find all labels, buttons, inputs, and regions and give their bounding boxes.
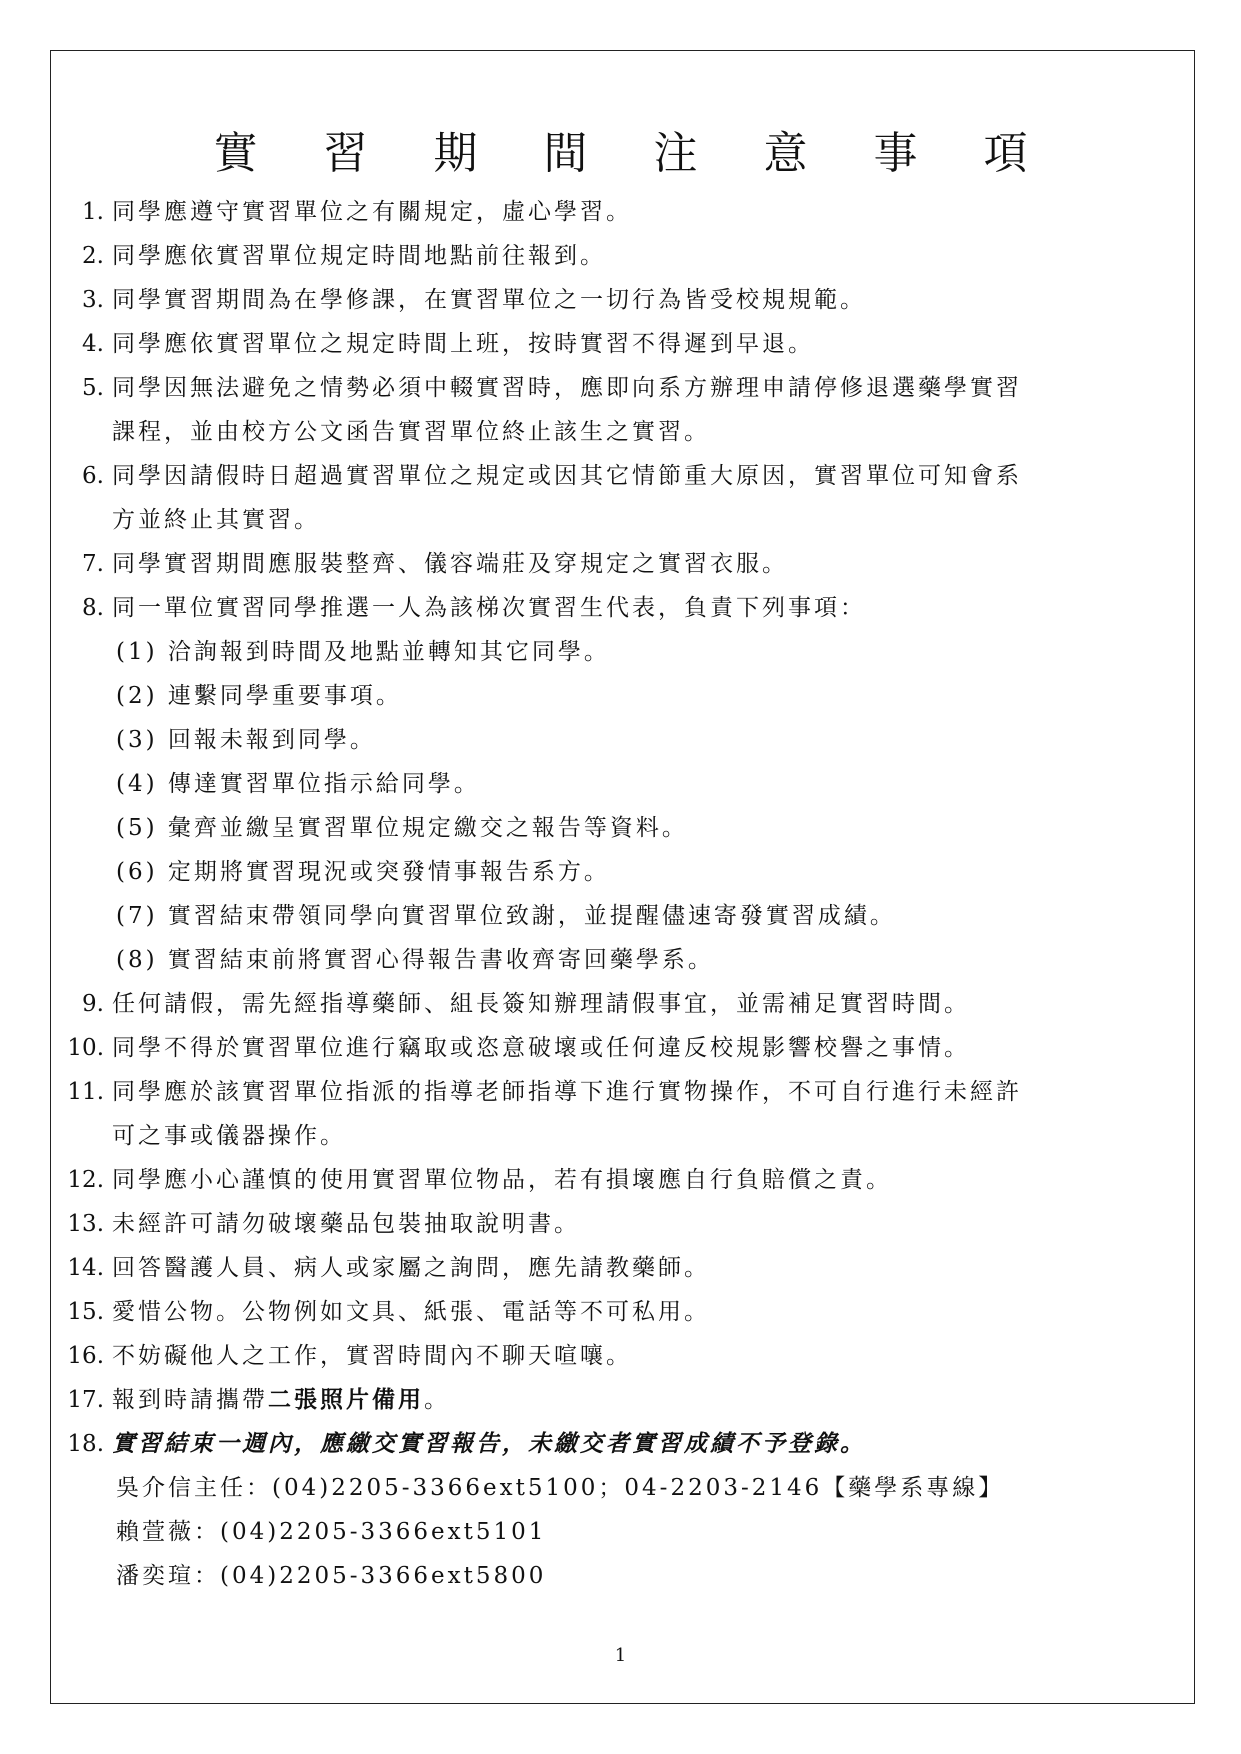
- page-title: 實 習 期 間 注 意 事 項: [213, 128, 1054, 179]
- page-number: 1: [614, 1645, 627, 1666]
- photo-requirement: 二張照片備用: [268, 1386, 424, 1413]
- report-deadline-notice: 實習結束一週內，應繳交實習報告，未繳交者實習成績不予登錄。: [112, 1430, 866, 1457]
